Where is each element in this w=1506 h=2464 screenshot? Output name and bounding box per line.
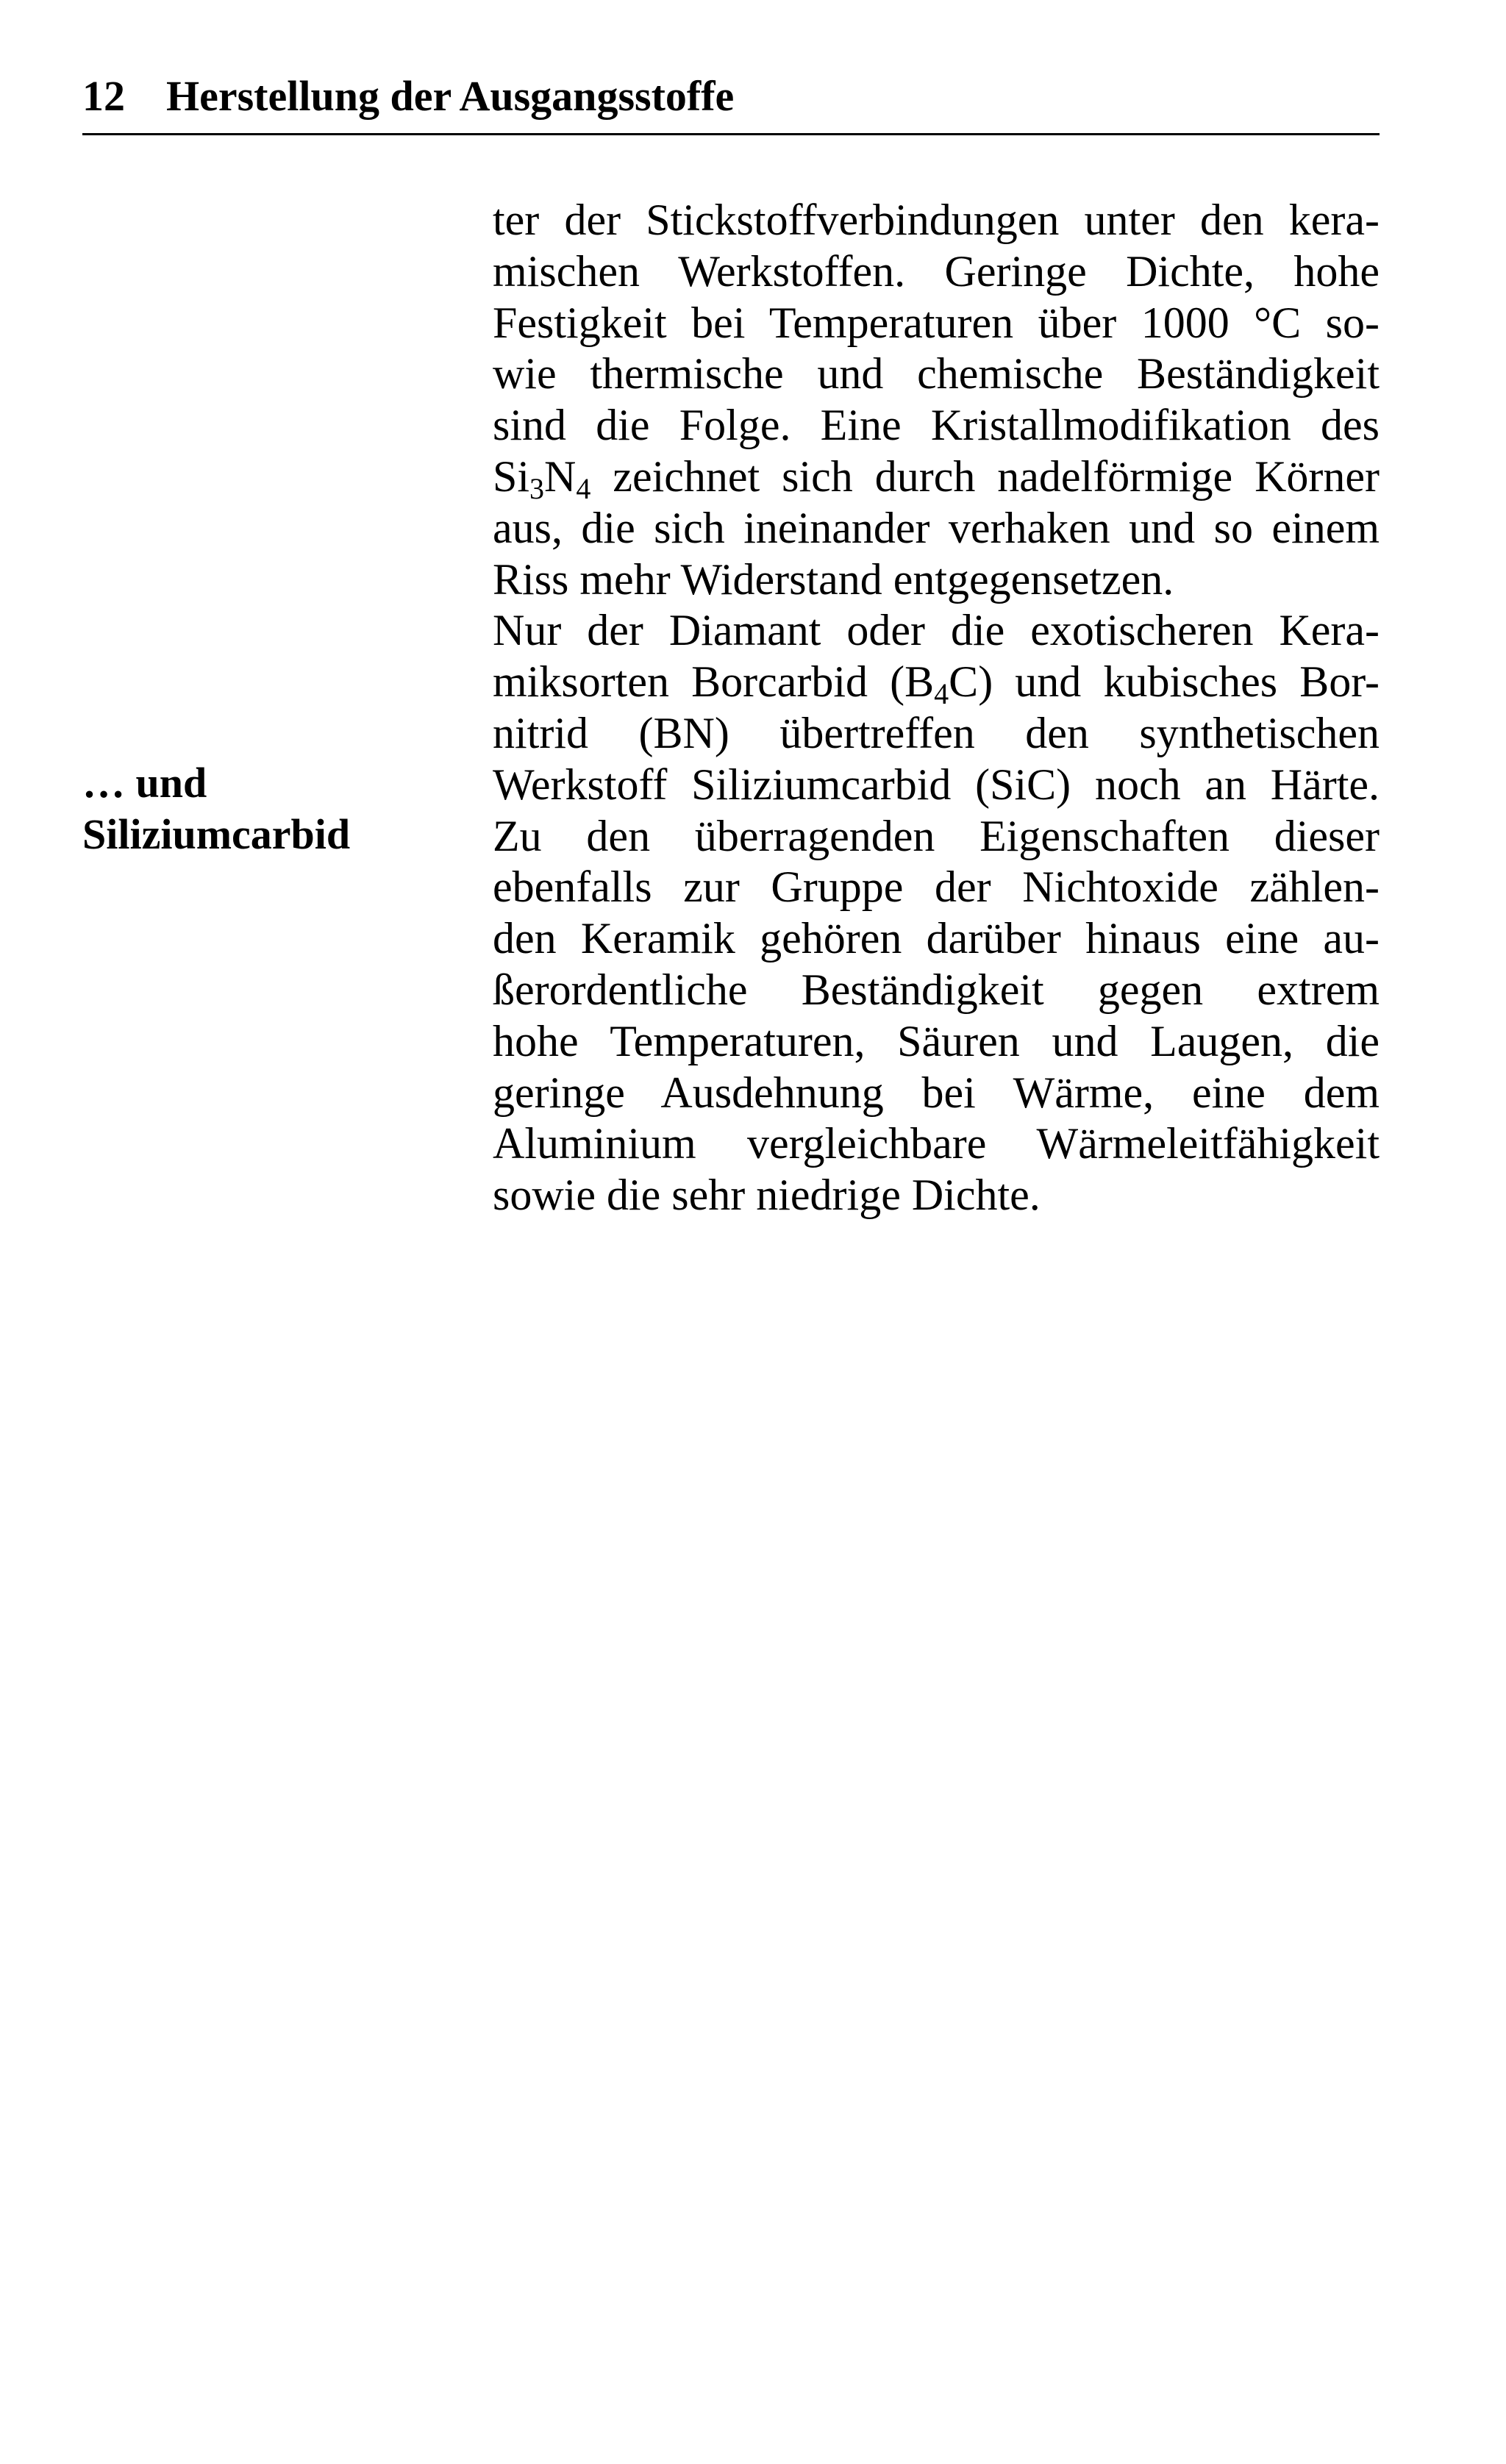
text-fragment: C) und kubisches Bor-: [949, 657, 1380, 707]
text-line: sowie die sehr niedrige Dichte.: [493, 1171, 1041, 1220]
formula-subscript: 4: [934, 677, 949, 711]
formula-subscript: 3: [529, 471, 545, 505]
text-fragment: zeichnet sich durch nadelförmige Körner: [590, 451, 1380, 501]
text-line: ebenfalls zur Gruppe der Nichtoxide zählen-: [493, 863, 1380, 912]
margin-note: [82, 757, 350, 860]
text-line: geringe Ausdehnung bei Wärme, eine dem: [493, 1068, 1380, 1117]
text-line: Aluminium vergleichbare Wärmeleitfähigkeit: [493, 1119, 1380, 1168]
formula-si: Si: [493, 451, 530, 501]
page-number: 12: [82, 72, 125, 120]
text-line: hohe Temperaturen, Säuren und Laugen, die: [493, 1016, 1380, 1065]
formula-subscript: 4: [576, 471, 591, 505]
running-title: Herstellung der Ausgangsstoffe: [166, 72, 735, 120]
text-line: Festigkeit bei Temperaturen über 1000 °C so-: [493, 298, 1380, 347]
margin-note-line: … und: [82, 759, 207, 807]
text-line: den Keramik gehören darüber hinaus eine au-: [493, 914, 1380, 963]
text-line: ßerordentliche Beständigkeit gegen extrem: [493, 965, 1380, 1014]
text-line: aus, die sich ineinander verhaken und so einem: [493, 503, 1380, 552]
text-line: ter der Stickstoffverbindungen unter den kera-: [493, 196, 1380, 244]
text-line: Riss mehr Widerstand entgegensetzen.: [493, 554, 1174, 604]
page-header: [82, 71, 1380, 135]
text-line-formula-b4c: [493, 657, 1380, 711]
body-text: [493, 195, 1380, 1221]
text-line-formula-si3n4: [493, 451, 1380, 503]
text-line: nitrid (BN) übertreffen den synthetischen: [493, 708, 1380, 757]
text-line: wie thermische und chemische Beständigkeit: [493, 349, 1380, 399]
text-line: Zu den überragenden Eigenschaften dieser: [493, 811, 1380, 860]
formula-n: N: [544, 451, 577, 501]
margin-note-line: Siliziumcarbid: [82, 810, 351, 858]
text-line: Nur der Diamant oder die exotischeren Kera-: [493, 606, 1380, 655]
text-fragment: miksorten Borcarbid (B: [493, 657, 935, 707]
text-line: sind die Folge. Eine Kristallmodifikation des: [493, 401, 1380, 450]
text-line: mischen Werkstoffen. Geringe Dichte, hohe: [493, 246, 1380, 296]
text-line: Werkstoff Siliziumcarbid (SiC) noch an Härte.: [493, 760, 1380, 809]
